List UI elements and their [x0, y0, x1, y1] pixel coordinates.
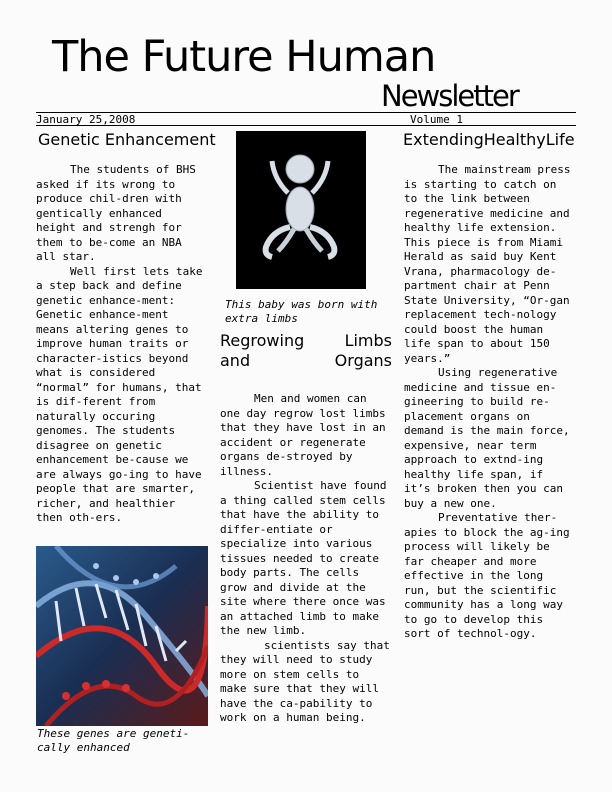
article-paragraph: Men and women can one day regrow lost limbs that they have lost in an accident or regenerate organs de-stroyed by illness.: [220, 392, 386, 478]
dna-helix-illustration: [36, 546, 208, 726]
heading-word: Limbs: [344, 331, 392, 350]
article-paragraph: scientists say that they will need to study more on stem cells to make sure that they will have the ca-pability to work on a human being.: [220, 638, 390, 724]
baby-with-extra-limbs-scan: [236, 131, 366, 289]
heading-line: [220, 331, 392, 351]
newsletter-subtitle: Newsletter: [381, 79, 518, 113]
heading-word: Regrowing: [220, 331, 305, 350]
article-paragraph: The students of BHS asked if its wrong to produce chil-dren with gentically enhanced height and strengh for them to be-come an NBA all star.: [36, 163, 196, 263]
newsletter-title: The Future Human: [52, 32, 436, 82]
regrowing-limbs-heading: [220, 331, 392, 371]
article-paragraph: Scientist have found a thing called stem cells that have the ability to differ-entiate or specialize into various tissues needed to create body parts. The cells grow and divide at the site where there once was an attached limb to make the new limb.: [220, 479, 387, 637]
regrowing-limbs-article: [220, 392, 392, 726]
genetic-enhancement-heading: Genetic Enhancement: [38, 130, 216, 149]
heading-line: [220, 351, 392, 371]
heading-word: and: [220, 351, 251, 370]
article-paragraph: Using regenerative medicine and tissue en-gineering to build re-placement organs on demand is the main force, expensive, near term approach to extnd-ing healthy life span, if it’s broken then you can buy a new one.: [404, 366, 570, 510]
baby-caption: This baby was born with extra limbs: [225, 298, 378, 325]
heading-word: Organs: [334, 351, 392, 370]
genetic-enhancement-article: [36, 163, 208, 526]
dna-caption: These genes are geneti-cally enhanced: [37, 727, 190, 754]
masthead-rule-bottom: [36, 125, 576, 126]
extending-healthy-life-article: [404, 163, 576, 642]
issue-date: January 25,2008: [36, 113, 136, 126]
issue-volume: Volume 1: [410, 113, 463, 126]
article-paragraph: Preventative ther-apies to block the ag-ing process will likely be far cheaper and more effective in the long run, but the scientific community has a long way to go to develop this sort of technol-ogy.: [404, 511, 570, 640]
article-paragraph: The mainstream press is starting to catch on to the link between regenerative medicine and healthy life extension. This piece is from Miami Herald as said buy Kent Vrana, pharmacology de-partment chair at Penn State University, “Or-gan replacement tech-nology could boost the human life span to about 150 years.”: [404, 163, 571, 365]
article-paragraph: Well first lets take a step back and define genetic enhance-ment: Genetic enhance-ment means altering genes to improve human traits or character-istics beyond what is considered “normal” for humans, that is dif-ferent from naturally occuring genomes. The students disagree on genetic enhancement be-cause we are always go-ing to have people that are smarter, richer, and healthier then oth-ers.: [36, 264, 203, 524]
extending-healthy-life-heading: ExtendingHealthyLife: [403, 130, 575, 149]
